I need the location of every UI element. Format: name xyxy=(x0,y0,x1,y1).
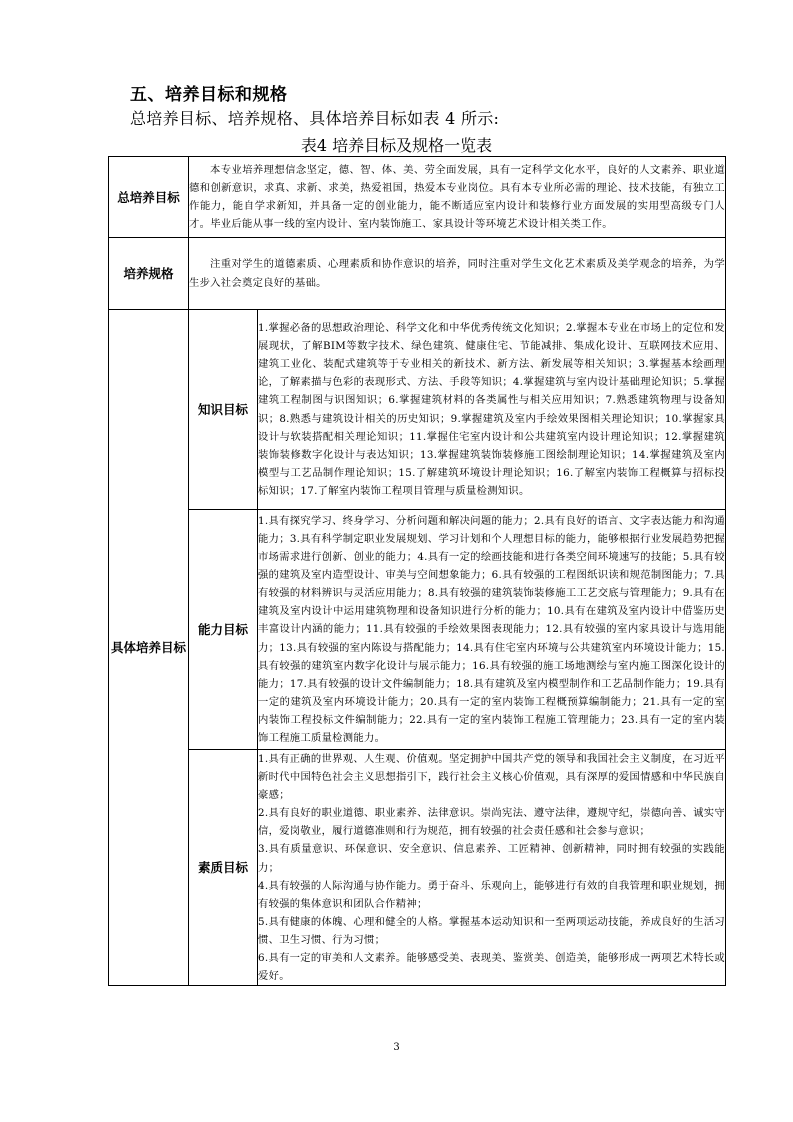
overall-goal-label: 总培养目标 xyxy=(109,157,189,238)
table-row-quality xyxy=(109,750,726,986)
table-row-spec xyxy=(109,238,726,310)
quality-goal-label: 素质目标 xyxy=(189,750,258,986)
specific-goal-label: 具体培养目标 xyxy=(109,310,189,986)
quality-goal-list xyxy=(258,750,726,986)
list-item: 3.具有质量意识、环保意识、安全意识、信息素养、工匠精神、创新精神，同时拥有较强的实践能力； xyxy=(258,843,725,874)
ability-goal-text: 1.具有探究学习、终身学习、分析问题和解决问题的能力；2.具有良好的语言、文字表达能力和沟通能力；3.具有科学制定职业发展规划、学习计划和个人理想目标的能力，能够根据行业发展趋势把握市场需求进行创新、创业的能力；4.具有一定的绘画技能和进行各类空间环境速写的技能；5.具有较强的建筑及室内造型设计、审美与空间想象能力；6.具有较强的工程图纸识读和规范制图能力；7.具有较强的材料辨识与灵活应用能力；8.具有较强的建筑装饰装修施工工艺交底与管理能力；9.具有在建筑及室内设计中运用建筑物理和设备知识进行分析的能力；10.具有在建筑及室内设计中借鉴历史丰富设计内涵的能力；11.具有较强的手绘效果图表现能力；12.具有较强的室内家具设计与选用能力；13.具有较强的室内陈设与搭配能力；14.具有住宅室内环境与公共建筑室内环境设计能力；15.具有较强的建筑室内数字化设计与展示能力；16.具有较强的施工场地测绘与室内施工图深化设计的能力；17.具有较强的设计文件编制能力；18.具有建筑及室内模型制作和工艺品制作能力；19.具有一定的建筑及室内环境设计能力；20.具有一定的室内装饰工程概预算编制能力；21.具有一定的室内装饰工程投标文件编制能力；22.具有一定的室内装饰工程施工管理能力；23.具有一定的室内装饰工程施工质量检测能力。 xyxy=(258,510,726,750)
list-item: 4.具有较强的人际沟通与协作能力。勇于奋斗、乐观向上，能够进行有效的自我管理和职业规划，拥有较强的集体意识和团队合作精神； xyxy=(258,879,725,910)
training-goals-table xyxy=(108,156,726,986)
table-row-ability xyxy=(109,510,726,750)
ability-goal-label: 能力目标 xyxy=(189,510,258,750)
table-caption: 表4 培养目标及规格一览表 xyxy=(300,136,493,155)
knowledge-goal-text: 1.掌握必备的思想政治理论、科学文化和中华优秀传统文化知识；2.掌握本专业在市场上的定位和发展现状，了解BIM等数字技术、绿色建筑、健康住宅、节能减排、集成化设计、互联网技术应用、建筑工业化、装配式建筑等于专业相关的新技术、新方法、新发展等相关知识；3.掌握基本绘画理论，了解素描与色彩的表现形式、方法、手段等知识；4.掌握建筑与室内设计基础理论知识；5.掌握建筑工程制图与识图知识；6.掌握建筑材料的各类属性与相关应用知识；7.熟悉建筑物理与设备知识；8.熟悉与建筑设计相关的历史知识；9.掌握建筑及室内手绘效果图相关理论知识；10.掌握家具设计与软装搭配相关理论知识；11.掌握住宅室内设计和公共建筑室内设计理论知识；12.掌握建筑装饰装修数字化设计与表达知识；13.掌握建筑装饰装修施工图绘制理论知识；14.掌握建筑及室内模型与工艺品制作理论知识；15.了解建筑环境设计理论知识；16.了解室内装饰工程概算与招标投标知识；17.了解室内装饰工程项目管理与质量检测知识。 xyxy=(258,310,726,510)
section-heading: 五、培养目标和规格 xyxy=(130,85,288,105)
spec-label: 培养规格 xyxy=(109,238,189,310)
list-item: 1.具有正确的世界观、人生观、价值观。坚定拥护中国共产党的领导和我国社会主义制度，在习近平新时代中国特色社会主义思想指引下，践行社会主义核心价值观，具有深厚的爱国情感和中华民族自豪感； xyxy=(258,753,725,802)
overall-goal-text: 本专业培养理想信念坚定，德、智、体、美、劳全面发展，具有一定科学文化水平，良好的人文素养、职业道德和创新意识，求真、求新、求美，热爱祖国，热爱本专业岗位。具有本专业所必需的理论、技术技能，有独立工作能力，能自学求新知，并具备一定的创业能力，能不断适应室内设计和装修行业方面发展的实用型高级专门人才。毕业后能从事一线的室内设计、室内装饰施工、家具设计等环境艺术设计相关类工作。 xyxy=(189,157,726,238)
list-item: 6.具有一定的审美和人文素养。能够感受美、表现美、鉴赏美、创造美，能够形成一两项艺术特长或爱好。 xyxy=(258,952,725,983)
list-item: 5.具有健康的体魄、心理和健全的人格。掌握基本运动知识和一至两项运动技能，养成良好的生活习惯、卫生习惯、行为习惯； xyxy=(258,915,725,946)
spec-text: 注重对学生的道德素质、心理素质和协作意识的培养，同时注重对学生文化艺术素质及美学观念的培养，为学生步入社会奠定良好的基础。 xyxy=(189,238,726,310)
list-item: 2.具有良好的职业道德、职业素养、法律意识。崇尚宪法、遵守法律，遵规守纪，崇德向善、诚实守信，爱岗敬业，履行道德准则和行为规范，拥有较强的社会责任感和社会参与意识； xyxy=(258,807,725,838)
intro-text: 总培养目标、培养规格、具体培养目标如表 4 所示: xyxy=(130,109,500,128)
table-row-knowledge xyxy=(109,310,726,510)
table-row-overall xyxy=(109,157,726,238)
knowledge-goal-label: 知识目标 xyxy=(189,310,258,510)
page-number: 3 xyxy=(393,1042,400,1053)
